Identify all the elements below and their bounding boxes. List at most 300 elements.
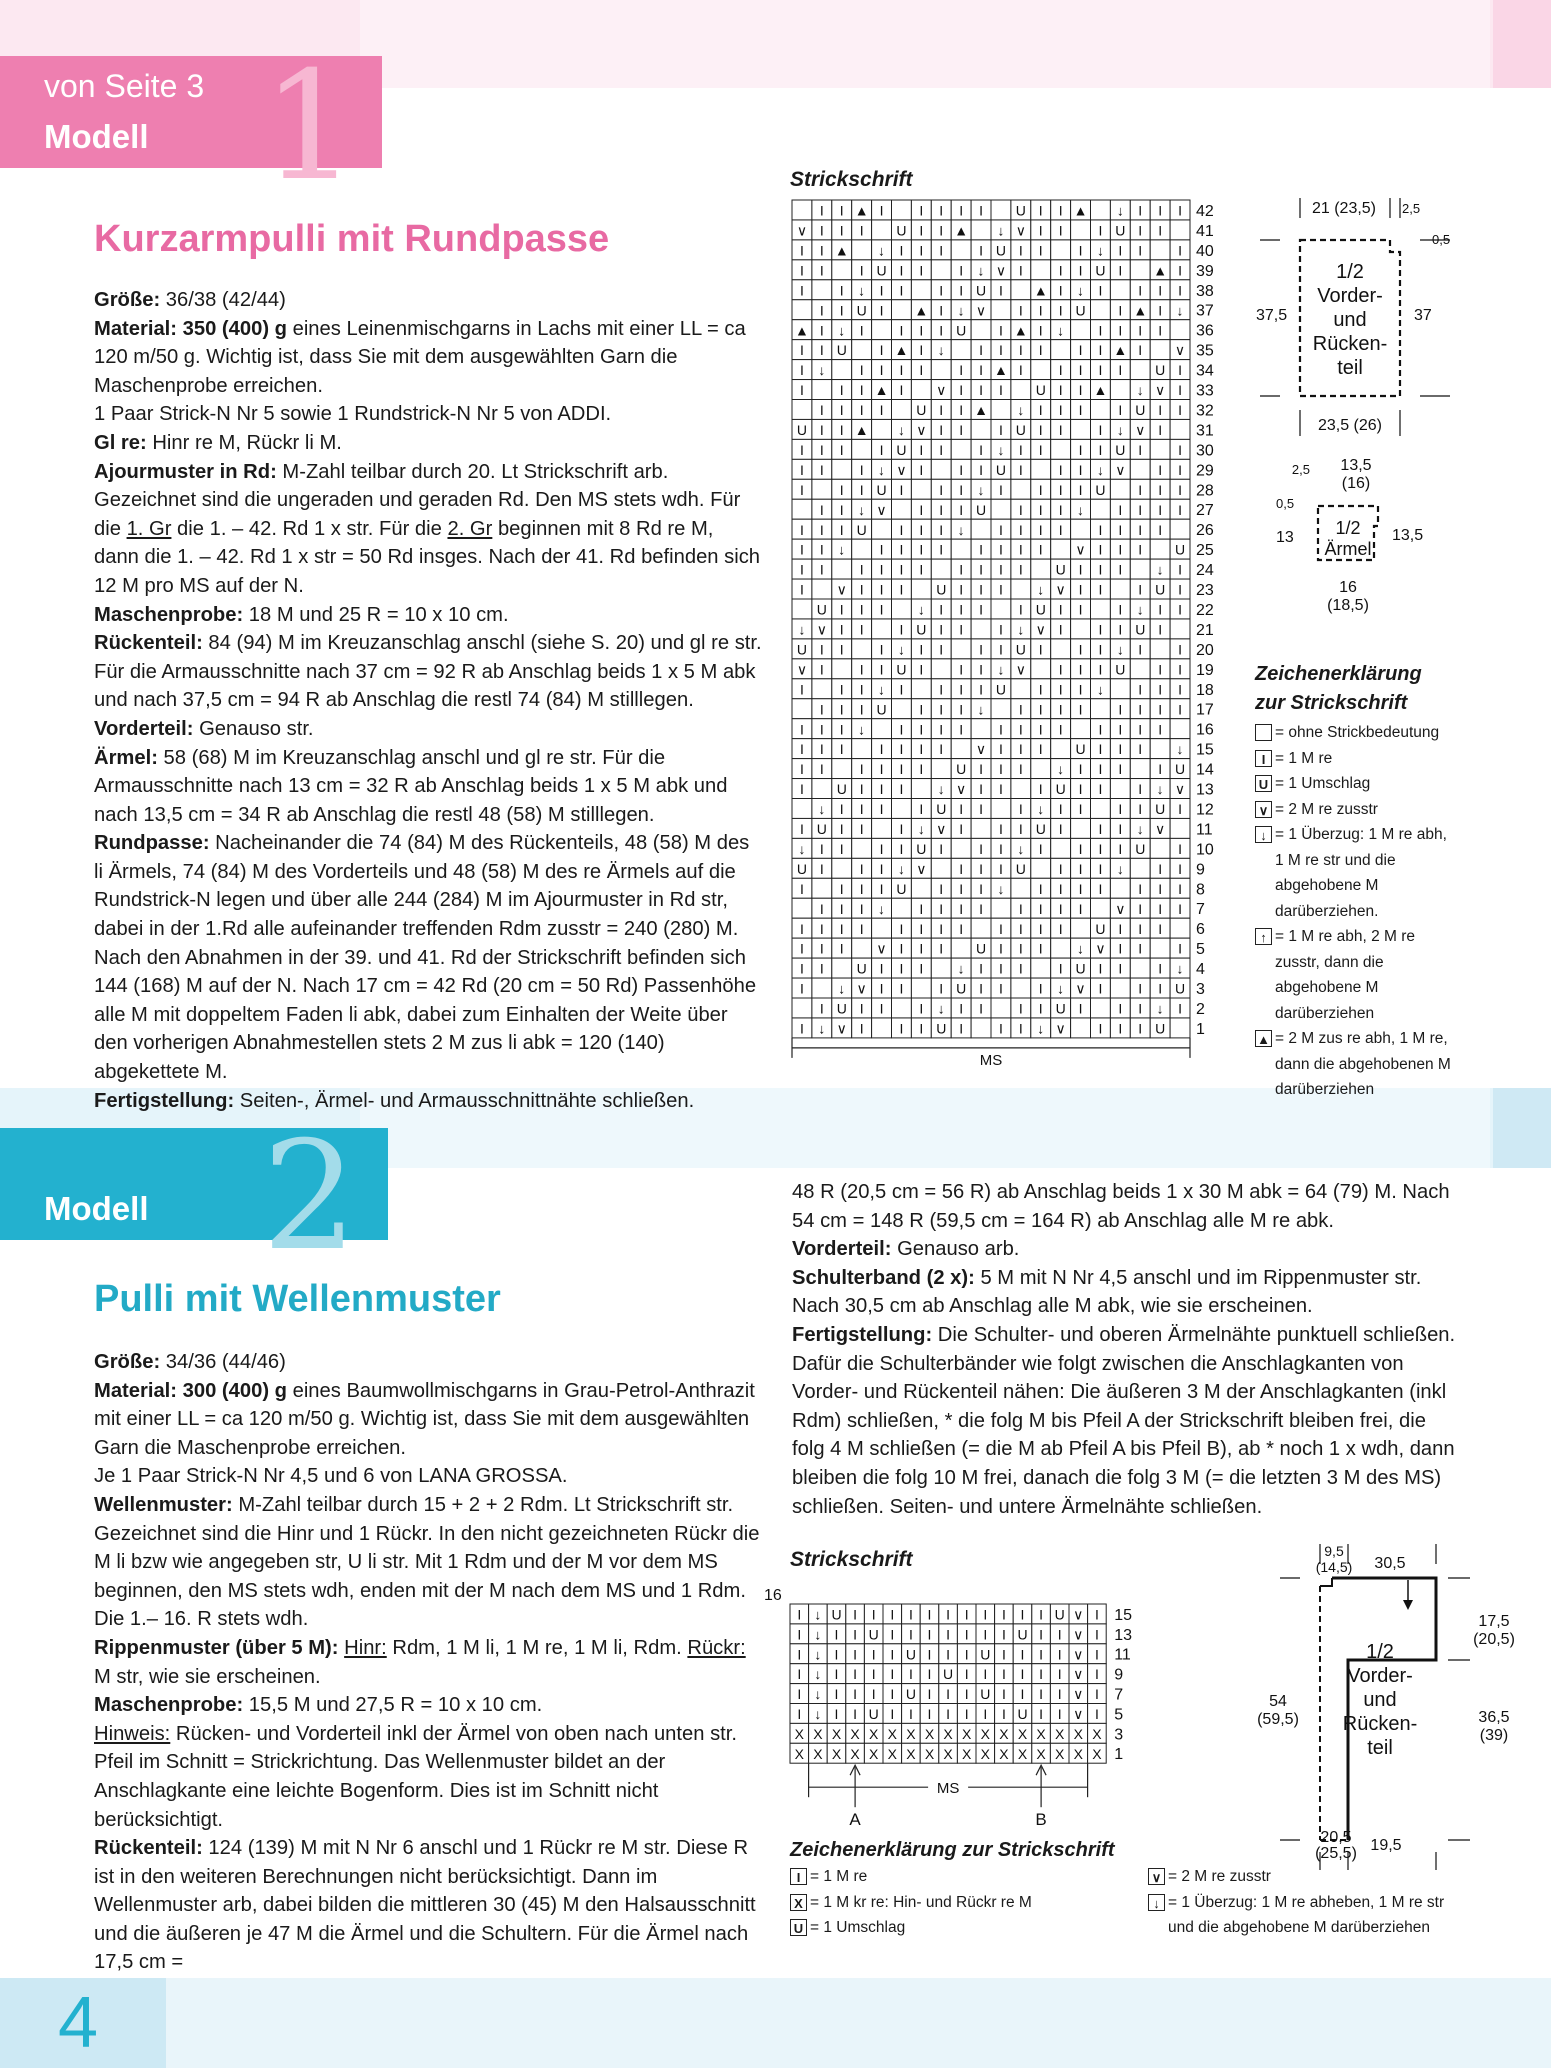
chart1-symbol: ↓ [1116,422,1124,439]
chart1-symbol: I [1078,441,1083,458]
chart1-symbol: I [800,1020,804,1037]
chart2-symbol: I [1020,1606,1025,1623]
chart1-symbol: I [1038,521,1043,538]
chart1-symbol: I [1098,322,1103,339]
chart1-symbol: ∨ [816,621,827,638]
legend2-items-left [790,1864,1120,1941]
chart1-symbol: I [859,920,864,937]
chart2-row-label: 11 [1114,1646,1131,1664]
chart1-cell [852,240,872,260]
chart1-symbol: I [1018,601,1023,618]
chart1-cell [971,519,991,539]
chart1-symbol: ▲ [914,302,929,319]
chart1-symbol: I [1098,1020,1103,1037]
chart2-symbol: X [1073,1745,1083,1762]
chart1-symbol: I [819,721,824,738]
chart1-symbol: I [800,382,804,399]
chart1-symbol: I [959,202,964,219]
chart1-symbol: ↓ [997,222,1005,239]
chart1-symbol: ↓ [1096,242,1104,259]
chart1-symbol: I [1158,222,1163,239]
vorder2-label: Vorderteil: [792,1238,892,1261]
chart1-symbol: I [1098,860,1103,877]
chart2-symbol: I [946,1686,951,1703]
chart1-symbol: I [999,621,1003,638]
chart1-cell [872,719,892,739]
chart1-symbol: U [1155,1020,1166,1037]
chart1-cell [911,779,931,799]
chart1-symbol: I [879,980,884,997]
chart1-symbol: ↓ [1156,1000,1164,1017]
chart2-symbol: X [962,1725,972,1742]
chart1-symbol: I [939,641,944,658]
chart1-symbol: I [1118,721,1123,738]
chart1-symbol: I [859,781,864,798]
chart1-symbol: I [800,461,804,478]
chart2-symbol: ∨ [1073,1606,1084,1623]
chart1-symbol: I [1118,601,1123,618]
chart1-cell [971,220,991,240]
chart1-symbol: I [879,441,884,458]
chart1-symbol: ↓ [1057,980,1065,997]
chart1-symbol: I [899,262,904,279]
chart2-ms-label: MS [936,1780,960,1798]
chart2-symbol: X [1017,1725,1028,1742]
chart2-symbol: I [964,1646,969,1663]
chart1-symbol: I [1118,1000,1123,1017]
chart1-symbol: ↓ [1017,840,1025,857]
chart1-symbol: I [1038,880,1043,897]
chart1-symbol: I [1178,461,1182,478]
material2-label: Material: 300 (400) g [94,1379,287,1402]
chart1-symbol: I [1098,721,1103,738]
chart1-row-label: 40 [1196,242,1214,260]
chart1-row-label: 18 [1196,681,1214,699]
chart1-symbol: I [1158,721,1163,738]
chart1-symbol: ∨ [1015,222,1026,239]
legend2-symbol-icon: ↓ [1148,1894,1165,1911]
chart1-symbol: I [819,441,824,458]
chart1-symbol: U [1075,741,1086,758]
chart1-cell [1150,838,1170,858]
chart1-symbol: I [919,741,924,758]
glre-label: Gl re: [94,431,147,454]
chart1-symbol: I [1058,362,1063,379]
chart2-symbol: I [1057,1706,1062,1723]
chart1-cell [1170,818,1190,838]
chart1-symbol: I [1178,940,1182,957]
chart1-symbol: I [1118,262,1123,279]
chart1-cell [1051,539,1071,559]
chart1-symbol: I [1078,362,1083,379]
chart1-row-label: 3 [1196,981,1205,999]
chart1-row-label: 6 [1196,921,1205,939]
chart1-symbol: I [1098,741,1103,758]
chart1-symbol: I [1018,342,1023,359]
chart1-symbol: I [999,322,1003,339]
chart1-cell [1091,898,1111,918]
chart1-symbol: ↓ [818,1020,826,1037]
chart2-symbol: I [1057,1666,1062,1683]
chart1-symbol: I [819,342,824,359]
legend2-text: = 1 Umschlag [810,1919,906,1936]
chart1-symbol: ∨ [1155,382,1166,399]
chart2-symbol: I [1020,1686,1025,1703]
chart1-symbol: ↓ [878,681,886,698]
chart1-symbol: ↓ [838,541,846,558]
chart1-symbol: I [959,481,964,498]
chart1-symbol: I [939,701,944,718]
chart1-symbol: I [899,362,904,379]
chart1-symbol: ↓ [878,900,886,917]
chart1-row-label: 37 [1196,302,1214,320]
chart1-symbol: I [919,661,924,678]
chart1-symbol: ↓ [1077,501,1085,518]
chart1-symbol: I [899,681,904,698]
chart1-cell [1031,459,1051,479]
chart1-cell [911,579,931,599]
chart1-symbol: I [839,601,844,618]
chart1-symbol: I [939,302,944,319]
chart2-symbol: U [905,1686,916,1703]
chart2-symbol: X [962,1745,972,1762]
dim-sleeve-right: 13,5 [1392,527,1424,544]
chart1-symbol: U [876,701,887,718]
chart1-cell [892,200,912,220]
chart1-symbol: I [1118,741,1123,758]
chart1-symbol: I [1058,960,1063,977]
body2-label-line: und [1363,1689,1397,1711]
chart1-row-label: 39 [1196,262,1214,280]
chart1-symbol: I [999,342,1003,359]
chart1-symbol: U [836,342,847,359]
chart1-cell [1031,360,1051,380]
chart1-symbol: I [1138,521,1143,538]
chart1-symbol: I [999,860,1003,877]
chart1-cell [991,400,1011,420]
chart1-symbol: I [979,880,983,897]
chart1-symbol: U [995,681,1007,698]
sleeve-label-line: 1/2 [1335,518,1361,538]
chart1-symbol: U [956,761,967,778]
chart2-symbol: I [1039,1646,1044,1663]
chart1-cell [991,599,1011,619]
chart1-row-label: 16 [1196,721,1214,739]
chart2-arrow-a-label: A [849,1810,861,1830]
chart2-symbol: I [1057,1646,1062,1663]
chart2-row-label: 13 [1114,1626,1132,1644]
chart1-symbol: I [800,920,804,937]
legend1-symbol-icon: I [1255,750,1272,767]
chart1-symbol: I [1038,900,1043,917]
chart1-symbol: I [800,980,804,997]
chart1-symbol: I [1158,501,1163,518]
chart1-cell [892,799,912,819]
chart1-symbol: ∨ [1174,342,1186,359]
chart1-cell [832,858,852,878]
chart1-cell [792,998,812,1018]
chart2-symbol: X [887,1745,897,1762]
legend1-item [1255,924,1455,1026]
chart1-symbol: U [1075,302,1086,319]
chart1-symbol: I [1018,362,1023,379]
chart1-symbol: I [999,641,1003,658]
neck-line [1320,1578,1332,1586]
chart1-symbol: ▲ [795,322,809,339]
chart1-symbol: I [819,1000,824,1017]
chart1-symbol: I [1138,980,1143,997]
chart1-symbol: I [819,661,824,678]
chart1-symbol: I [939,880,944,897]
chart1-symbol: I [1158,302,1163,319]
chart1-symbol: I [899,561,904,578]
dim-sleeve-top2: (16) [1341,475,1371,492]
chart2-symbol: X [813,1745,823,1762]
chart1-symbol: I [859,561,864,578]
fertig-label: Fertigstellung: [94,1089,235,1112]
material-text: eines Leinenmischgarns in Lachs mit einer LL = ca 120 m/50 g. Wichtig ist, dass Sie mit dem ausgewählten Garn die Maschenprobe erreichen. [94,317,746,397]
chart2-symbol: I [1057,1686,1062,1703]
chart2-symbol: I [871,1666,876,1683]
chart1-symbol: I [999,741,1003,758]
chart1-symbol: I [939,521,944,538]
chart1-symbol: I [839,302,844,319]
chart1-symbol: I [800,561,804,578]
chart1-cell [832,459,852,479]
chart1-symbol: I [1138,222,1143,239]
chart1-symbol: I [1158,202,1163,219]
chart1-symbol: I [919,501,924,518]
chart1-symbol: I [959,581,964,598]
vorder2-text: Genauso arb. [891,1238,1020,1261]
chart1-symbol: I [999,980,1003,997]
chart2-arrow-b-label: B [1035,1810,1047,1830]
chart1-symbol: I [1058,402,1063,419]
chart1-symbol: ∨ [836,581,847,598]
chart1-symbol: I [939,721,944,738]
chart1-symbol: I [1098,561,1103,578]
rund-label: Rundpasse: [94,832,210,855]
chart2-symbol: X [869,1745,879,1762]
chart1-symbol: ↓ [818,362,826,379]
chart1-symbol: I [1158,461,1163,478]
chart1-symbol: I [1038,840,1043,857]
chart1-symbol: I [859,761,864,778]
chart2-symbol: I [1039,1626,1044,1643]
chart2-symbol: I [927,1686,932,1703]
chart1-cell [1170,1018,1190,1038]
chart1-symbol: I [939,481,944,498]
chart1-symbol: I [999,920,1003,937]
chart2-symbol: I [908,1706,913,1723]
chart2-symbol: X [924,1745,935,1762]
chart1-symbol: I [1138,801,1143,818]
chart1-symbol: ∨ [1115,900,1126,917]
chart1-symbol: I [800,362,804,379]
chart2-symbol: I [1057,1626,1062,1643]
chart1-symbol: I [1018,242,1023,259]
chart1-cell [1091,400,1111,420]
chart1-symbol: I [939,900,944,917]
chart1-symbol: I [919,940,924,957]
chart1-cell [792,599,812,619]
chart1-symbol: ∨ [896,461,907,478]
chart1-symbol: I [1058,601,1063,618]
chart2-symbol: X [999,1745,1009,1762]
chart1-cell [892,898,912,918]
chart2-symbol: X [980,1745,990,1762]
chart1-symbol: I [1118,501,1123,518]
chart1-cell [971,619,991,639]
chart1-symbol: I [800,681,804,698]
chart1-symbol: I [959,362,964,379]
chart1-row-label: 27 [1196,502,1214,520]
legend2-symbol-icon: ∨ [1148,1868,1165,1885]
chart1-symbol: I [839,202,844,219]
chart1-symbol: I [979,561,983,578]
chart2-symbol: I [1039,1606,1044,1623]
chart1-cell [1170,519,1190,539]
chart1-symbol: ∨ [1015,661,1026,678]
chart1-cell [951,539,971,559]
chart1-symbol: ∨ [876,940,887,957]
legend1-symbol-icon [1255,724,1272,741]
chart1-symbol: ▲ [1093,382,1108,399]
chart1-symbol: I [1118,761,1123,778]
chart1-symbol: I [979,960,983,977]
chart1-symbol: I [1118,621,1123,638]
chart1-cell [1110,978,1130,998]
chart1-symbol: I [979,801,983,818]
chart1-symbol: I [899,382,904,399]
chart1-symbol: ∨ [876,501,887,518]
hinweis-label: Hinweis: [94,1722,171,1745]
ruecken-label: Rückenteil: [94,632,203,655]
chart1-cell [872,918,892,938]
chart1-symbol: I [1058,860,1063,877]
legend1-symbol-icon: ↑ [1255,928,1272,945]
chart1-symbol: I [800,960,804,977]
chart1-symbol: I [859,661,864,678]
chart1-symbol: I [939,621,944,638]
chart1-symbol: I [959,262,964,279]
chart1-symbol: U [956,980,967,997]
chart1-symbol: I [1098,282,1103,299]
chart1-symbol: I [1138,880,1143,897]
chart1-cell [911,380,931,400]
chart2-symbol: I [946,1626,951,1643]
chart1-symbol: I [1038,721,1043,738]
chart1-symbol: I [899,1020,904,1037]
chart1-row-label: 41 [1196,222,1214,240]
chart1-symbol: I [1138,721,1143,738]
chart1-symbol: I [1098,821,1103,838]
chart1-cell [1031,260,1051,280]
chart2-symbol: I [927,1666,932,1683]
chart1-symbol: I [839,382,844,399]
ajour-text: M-Zahl teilbar durch 20. Lt Strickschrift arb. Gezeichnet sind die ungeraden und geraden Rd. Den MS stets wdh. Für die [94,460,741,540]
dim-top-left2: (14,5) [1315,1559,1353,1575]
chart1-symbol: I [959,422,964,439]
chart1-symbol: ▲ [974,402,988,419]
chart1-row-label: 21 [1196,621,1214,639]
chart1-symbol: I [859,362,864,379]
chart1-symbol: I [1178,501,1182,518]
ajour-text: beginnen mit 8 Rd re M, dann die 1. – 42. Rd 1 x str = 50 Rd insges. Nach der 41. Rd befinden sich 12 M pro MS auf der N. [94,517,761,597]
chart1-symbol: I [1178,561,1182,578]
rund-text: Nacheinander die 74 (84) M des Rückenteils, 48 (58) M des li Ärmels, 74 (84) M des Vorderteils und 48 (58) M des re Ärmels auf die Rundstrick-N legen und über alle 244 (284) M im Ajourmuster in Rd str, dabei in der 1.Rd alle aufeinander treffenden Rdm zusstr = 240 (280) M. Nach den Abnahmen in der 39. und 41. Rd der Strickschrift befinden sich 144 (168) M auf der N. Nach 17 cm = 42 Rd (20 cm = 50 Rd) Passenhöhe alle M mit doppeltem Faden li abk, dabei zum Einhalten der Weite über den vorherigen Abnahmestellen stets 2 M zus li abk = 120 (140) abgekettete M. [94,832,757,1084]
chart1-cell [971,1018,991,1038]
chart2-symbol: I [834,1646,839,1663]
chart1-symbol: I [1038,202,1043,219]
chart1-symbol: I [939,202,944,219]
chart1-symbol: I [939,322,944,339]
chart1-symbol: I [1058,481,1063,498]
chart1-symbol: I [999,840,1003,857]
chart2-symbol: I [946,1646,951,1663]
chart1-symbol: I [1158,422,1163,439]
chart1-symbol: U [936,581,947,598]
chart1-symbol: I [1138,282,1143,299]
chart1-symbol: I [1178,641,1182,658]
chart1-symbol: U [1035,382,1046,399]
chart2-symbol: I [1039,1686,1044,1703]
dim-top-width: 21 (23,5) [1311,200,1377,217]
chart1-symbol: I [1078,561,1083,578]
chart1-symbol: I [859,1020,864,1037]
chart1-symbol: ↓ [1057,322,1065,339]
chart1-symbol: ∨ [975,302,987,319]
chart1-cell [1170,719,1190,739]
legend2-symbol-icon: X [790,1894,807,1911]
chart1-symbol: I [819,860,824,877]
chart1-symbol: ↓ [957,521,965,538]
chart1-cell [1110,280,1130,300]
chart1-symbol: I [939,920,944,937]
chart1-symbol: ▲ [1133,302,1148,319]
chart2-symbol: I [1094,1646,1099,1663]
chart1-symbol: I [1158,980,1163,997]
chart1-symbol: ↓ [977,262,985,279]
chart1-cell [951,340,971,360]
chart1-row-label: 5 [1196,941,1205,959]
chart1-symbol: I [1138,581,1143,598]
chart1-symbol: I [800,761,804,778]
chart1-cell [971,818,991,838]
chart2-symbol: I [964,1686,969,1703]
chart1-symbol: I [959,621,964,638]
chart1-symbol: ↓ [1136,601,1144,618]
chart2-symbol: ↓ [814,1606,822,1623]
chart1-cell [852,838,872,858]
chart2-symbol: I [890,1666,895,1683]
legend1-text: = 1 M re abh, 2 M re zusstr, dann die abgehobene M darüberziehen [1275,928,1415,1022]
chart1-cell [1071,519,1091,539]
chart1-row-label: 1 [1196,1020,1205,1038]
chart1-cell [1071,619,1091,639]
chart1-symbol: I [839,721,844,738]
chart1-symbol: I [959,860,964,877]
chart1-row-label: 7 [1196,901,1205,919]
chart1-symbol: U [916,621,927,638]
chart1-symbol: I [800,242,804,259]
chart1-symbol: I [879,282,884,299]
chart1-symbol: I [1018,920,1023,937]
chart1-symbol: ∨ [1055,581,1066,598]
chart1-cell [892,499,912,519]
legend2-text: = 1 Überzug: 1 M re abheben, 1 M re str und die abgehobene M darüberziehen [1168,1893,1445,1936]
dim-sleeve-bottom: 16 [1339,579,1357,596]
